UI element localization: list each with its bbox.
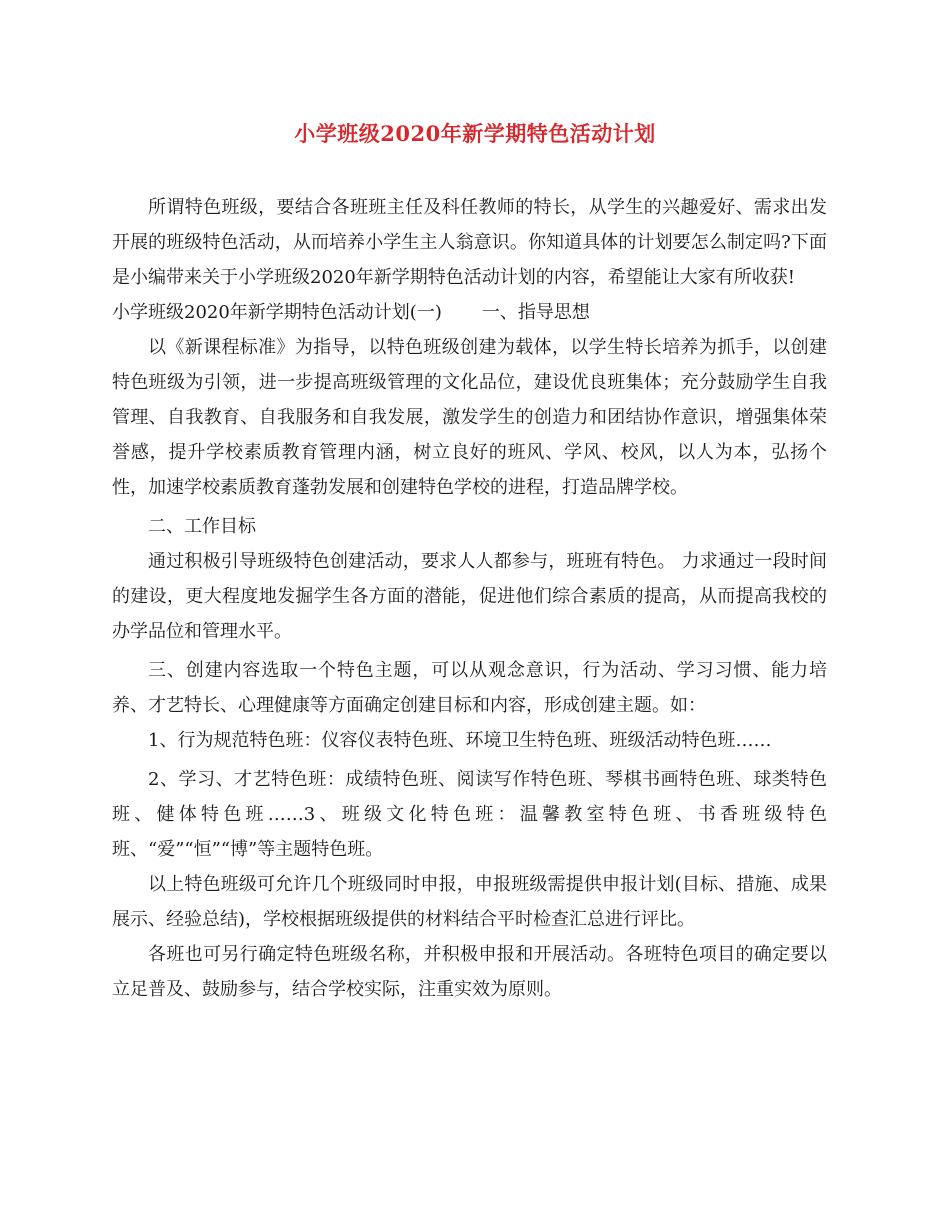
intro-paragraph: 所谓特色班级，要结合各班班主任及科任教师的特长，从学生的兴趣爱好、需求出发开展的班级特色活动，从而培养小学生主人翁意识。你知道具体的计划要怎么制定吗?下面是小编带来关于小学班级2020年新学期特色活动计划的内容，希望能让大家有所收获! <box>112 197 827 288</box>
goals-paragraph: 通过积极引导班级特色创建活动，要求人人都参与，班班有特色。 力求通过一段时间的建设，更大程度地发掘学生各方面的潜能，促进他们综合素质的提高，从而提高我校的办学品位和管理水平。 <box>112 551 827 642</box>
apply-paragraph: 以上特色班级可允许几个班级同时申报，申报班级需提供申报计划(目标、措施、成果展示、经验总结)，学校根据班级提供的材料结合平时检查汇总进行评比。 <box>112 874 827 930</box>
guiding-paragraph: 以《新课程标准》为指导，以特色班级创建为载体，以学生特长培养为抓手，以创建特色班级为引领，进一步提高班级管理的文化品位，建设优良班集体；充分鼓励学生自我管理、自我教育、自我服务和自我发展，激发学生的创造力和团结协作意识，增强集体荣誉感，提升学校素质教育管理内涵，树立良好的班风、学风、校风，以人为本，弘扬个性，加速学校素质教育蓬勃发展和创建特色学校的进程，打造品牌学校。 <box>112 337 827 498</box>
plan-heading-line <box>112 295 827 330</box>
list-item-2: 2、学习、才艺特色班：成绩特色班、阅读写作特色班、琴棋书画特色班、球类特色班、健体特色班……3、班级文化特色班：温馨教室特色班、书香班级特色班、“爱”“恒”“博”等主题特色班。 <box>112 769 827 860</box>
list-item-1: 1、行为规范特色班：仪容仪表特色班、环境卫生特色班、班级活动特色班…… <box>148 730 772 751</box>
document-body <box>112 190 827 1007</box>
guiding-heading: 一、指导思想 <box>481 302 590 323</box>
content-paragraph: 三、创建内容选取一个特色主题，可以从观念意识，行为活动、学习习惯、能力培养、才艺特长、心理健康等方面确定创建目标和内容，形成创建主题。如： <box>112 660 827 716</box>
naming-paragraph: 各班也可另行确定特色班级名称，并积极申报和开展活动。各班特色项目的确定要以立足普及、鼓励参与，结合学校实际，注重实效为原则。 <box>112 944 827 1000</box>
document-title: 小学班级2020年新学期特色活动计划 <box>294 121 656 146</box>
goals-heading: 二、工作目标 <box>148 516 256 537</box>
plan-heading: 小学班级2020年新学期特色活动计划(一) <box>112 302 442 323</box>
